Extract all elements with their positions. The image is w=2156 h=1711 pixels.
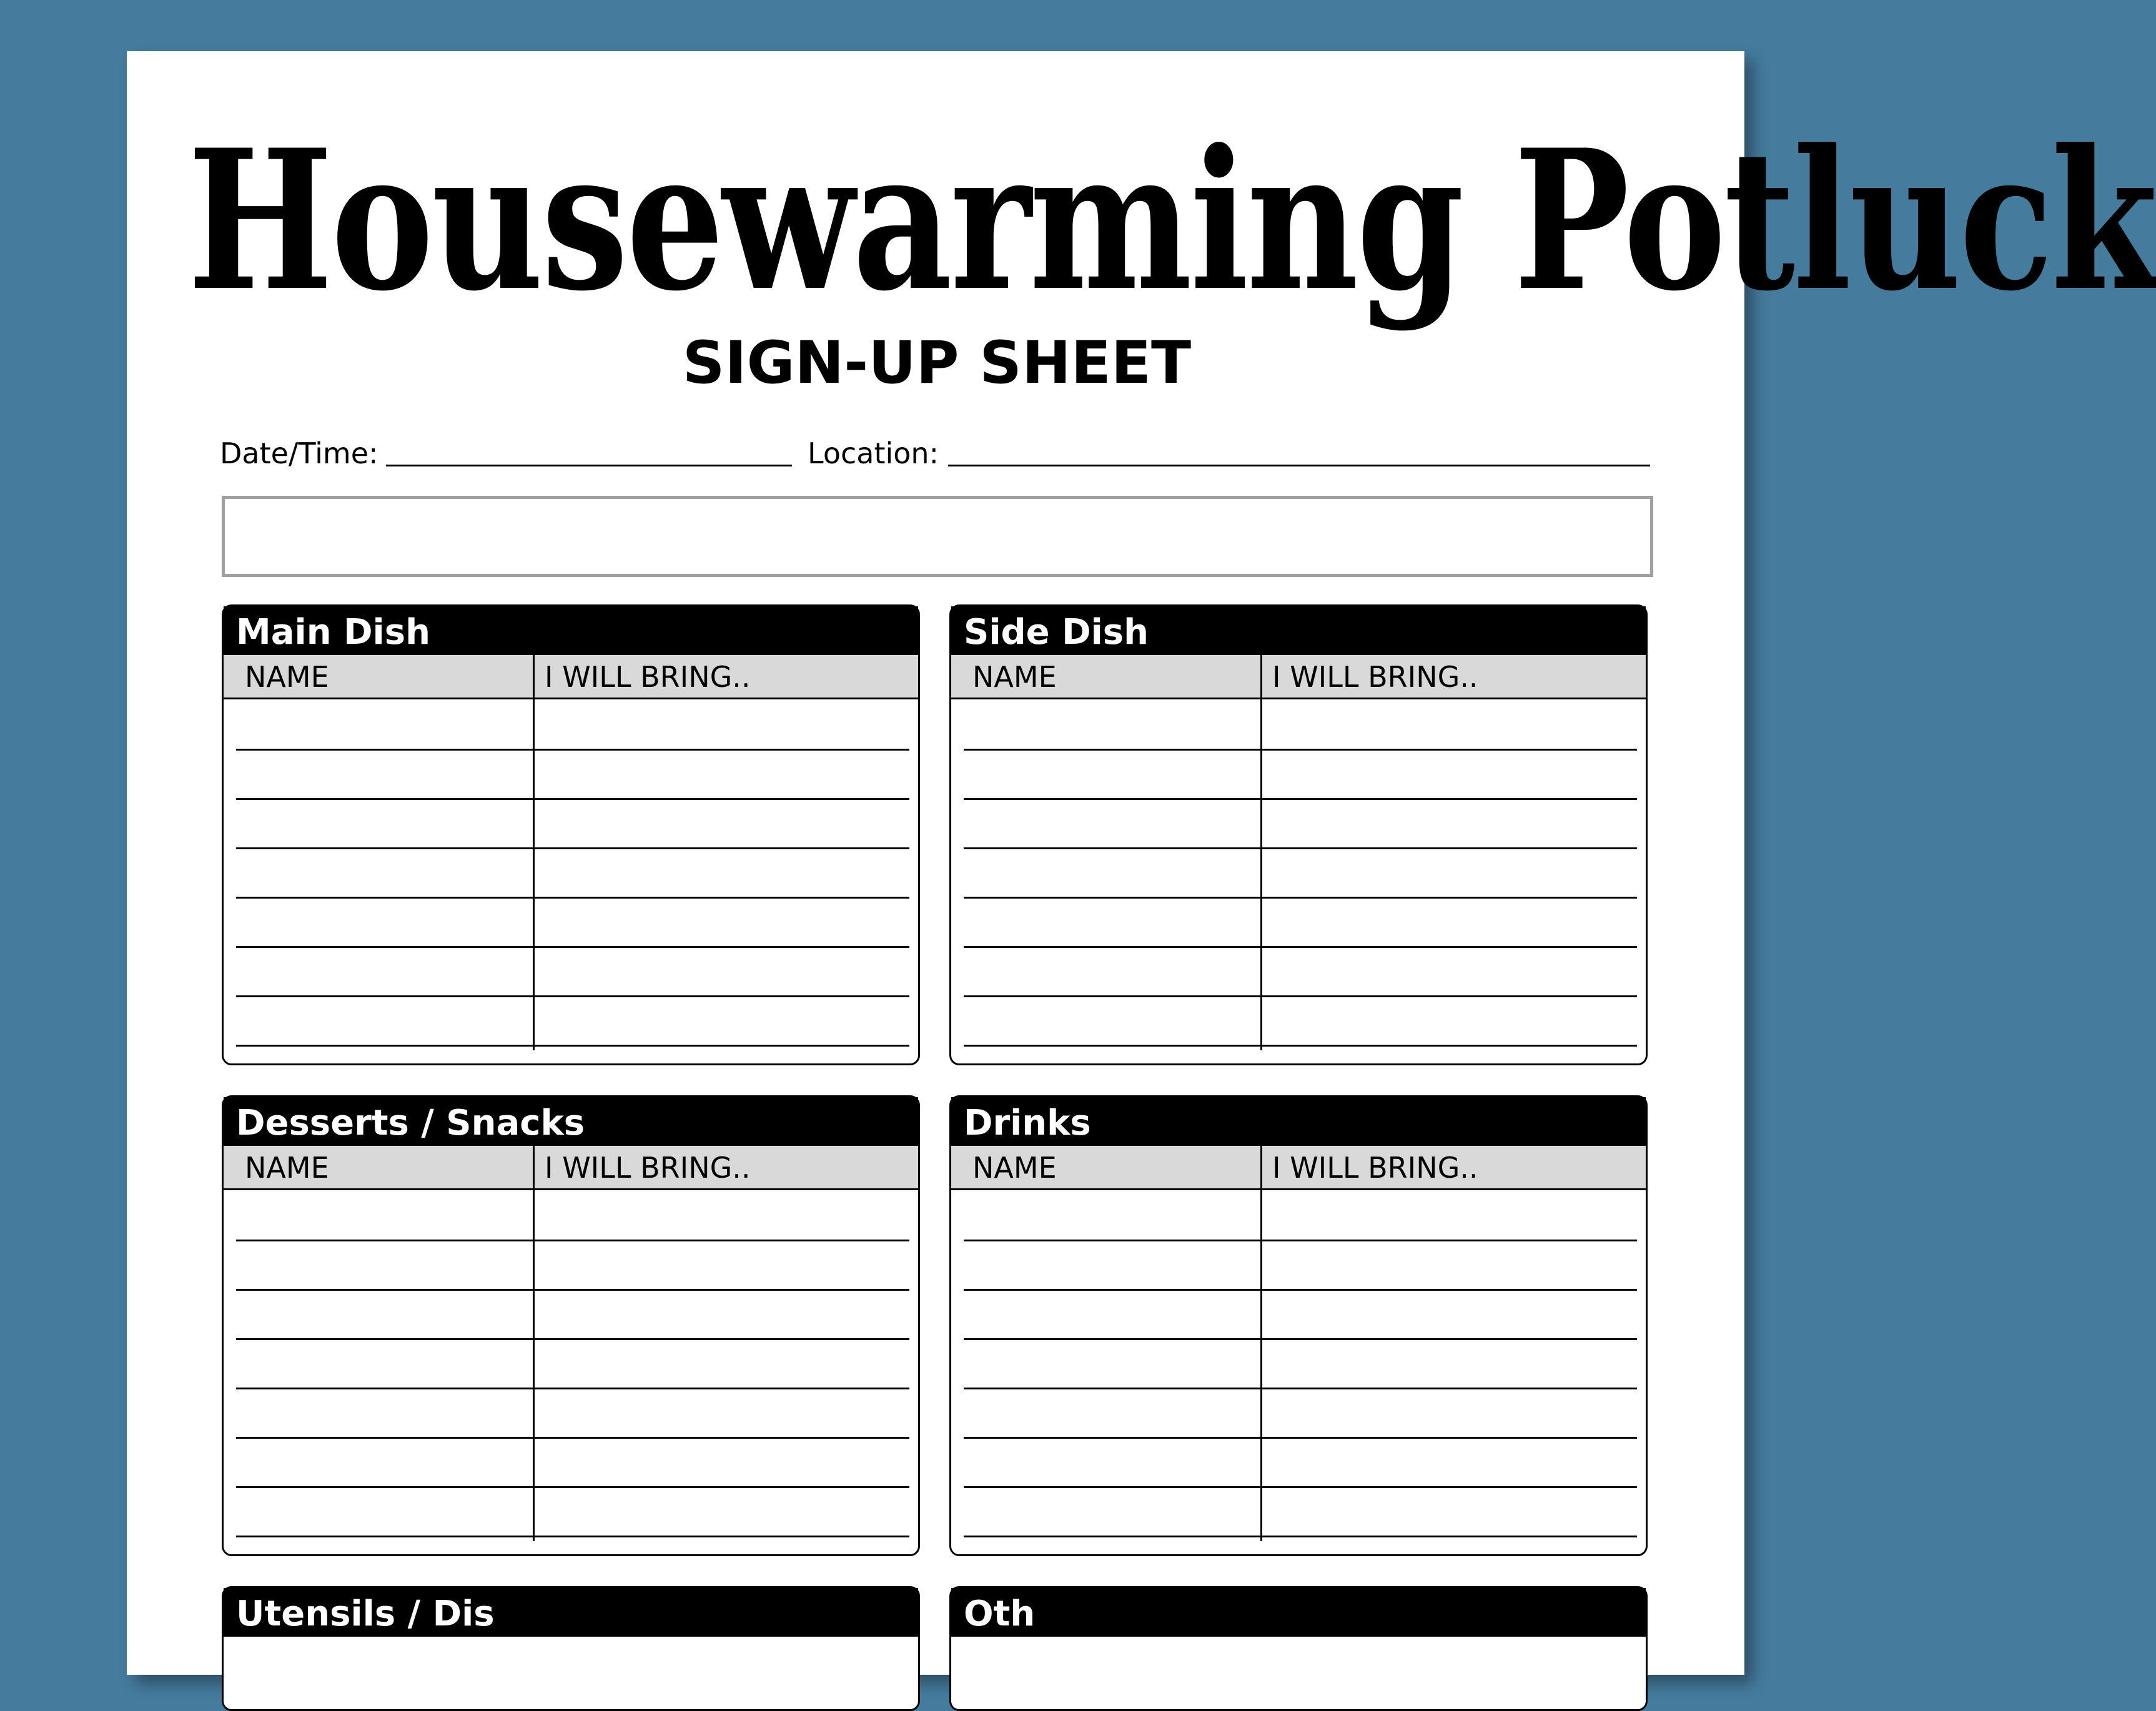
signup-row-line[interactable]: [964, 1338, 1637, 1340]
signup-row-line[interactable]: [236, 1536, 909, 1537]
section-title: Utensils / Dis: [224, 1588, 918, 1637]
column-divider: [533, 655, 535, 1050]
signup-row-line[interactable]: [236, 798, 909, 800]
section-title: Main Dish: [224, 606, 918, 655]
signup-row-line[interactable]: [236, 749, 909, 751]
main-dish-section: [222, 604, 920, 1065]
signup-row-line[interactable]: [964, 1240, 1637, 1241]
page-subtitle: SIGN-UP SHEET: [682, 329, 1192, 397]
column-header-row: [951, 655, 1646, 699]
bring-column-header: I WILL BRING..: [545, 1151, 751, 1185]
signup-row-line[interactable]: [236, 897, 909, 899]
name-column-header: NAME: [245, 1151, 329, 1185]
signup-row-line[interactable]: [236, 1388, 909, 1389]
bring-column-header: I WILL BRING..: [545, 660, 751, 694]
section-title: Side Dish: [951, 606, 1646, 655]
signup-row-line[interactable]: [964, 1289, 1637, 1291]
side-dish-section: [949, 604, 1648, 1065]
location-field[interactable]: [948, 465, 1650, 466]
signup-row-line[interactable]: [236, 1045, 909, 1047]
signup-row-line[interactable]: [964, 897, 1637, 899]
signup-row-line[interactable]: [964, 946, 1637, 948]
signup-row-line[interactable]: [236, 847, 909, 849]
drinks-section: [949, 1095, 1648, 1556]
utensils-section: [222, 1586, 920, 1711]
signup-row-line[interactable]: [964, 995, 1637, 997]
desserts-snacks-section: [222, 1095, 920, 1556]
name-column-header: NAME: [245, 660, 329, 694]
page-title: Housewarming Potluck: [187, 107, 2156, 333]
column-header-row: [224, 655, 918, 699]
name-column-header: NAME: [972, 1151, 1057, 1185]
signup-row-line[interactable]: [236, 1338, 909, 1340]
section-title: Drinks: [951, 1097, 1646, 1146]
signup-row-line[interactable]: [964, 847, 1637, 849]
signup-row-line[interactable]: [236, 1437, 909, 1439]
notes-box[interactable]: [222, 496, 1653, 577]
signup-row-line[interactable]: [964, 1486, 1637, 1488]
column-divider: [1260, 655, 1262, 1050]
signup-row-line[interactable]: [964, 1388, 1637, 1389]
column-divider: [533, 1146, 535, 1541]
signup-row-line[interactable]: [964, 1437, 1637, 1439]
section-title: Oth: [951, 1588, 1646, 1637]
signup-row-line[interactable]: [236, 1240, 909, 1241]
signup-row-line[interactable]: [236, 995, 909, 997]
signup-row-line[interactable]: [964, 1536, 1637, 1537]
other-section: [949, 1586, 1648, 1711]
location-label: Location:: [808, 436, 939, 470]
date-time-field[interactable]: [386, 465, 792, 466]
date-time-label: Date/Time:: [220, 436, 378, 470]
column-header-row: [224, 1146, 918, 1190]
column-divider: [1260, 1146, 1262, 1541]
signup-row-line[interactable]: [964, 1045, 1637, 1047]
signup-row-line[interactable]: [236, 1289, 909, 1291]
signup-row-line[interactable]: [964, 798, 1637, 800]
signup-row-line[interactable]: [236, 1486, 909, 1488]
bring-column-header: I WILL BRING..: [1272, 1151, 1478, 1185]
column-header-row: [951, 1146, 1646, 1190]
bring-column-header: I WILL BRING..: [1272, 660, 1478, 694]
signup-row-line[interactable]: [236, 946, 909, 948]
name-column-header: NAME: [972, 660, 1057, 694]
signup-row-line[interactable]: [964, 749, 1637, 751]
section-title: Desserts / Snacks: [224, 1097, 918, 1146]
